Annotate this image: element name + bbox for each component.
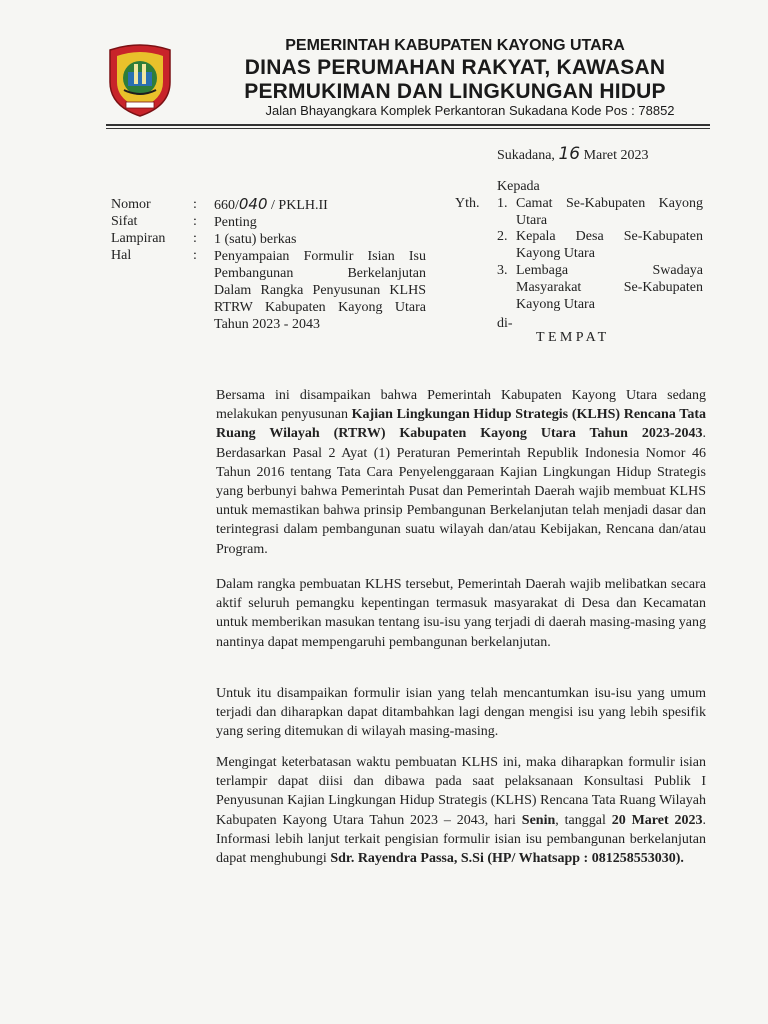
kepada-label: Kepada (497, 179, 540, 194)
tempat-label: TEMPAT (536, 330, 610, 345)
meta-values (214, 196, 426, 333)
letter-date: Sukadana, 16 Maret 2023 (497, 144, 649, 164)
body-paragraph-4: Mengingat keterbatasan waktu pembuatan KLHS ini, maka diharapkan formulir isian terlampir dapat diisi dan dibawa pada saat pelaksanaan Konsultasi Publik I Penyusunan Kajian Lingkungan Hidup Strategis (KLHS) Rencana Tata Ruang Wilayah Kabupaten Kayong Utara Tahun 2023 – 2043, hari Senin, tanggal 20 Maret 2023. Informasi lebih lanjut terkait pengisian formulir isian isu pembangunan berkelanjutan dapat menghubungi Sdr. Rayendra Passa, S.Si (HP/ Whatsapp : 081258553030). (216, 755, 707, 867)
label-lampiran: Lampiran (111, 231, 166, 246)
value-sifat: Penting (214, 215, 257, 230)
letterhead-agency-line1: DINAS PERUMAHAN RAKYAT, KAWASAN (244, 56, 666, 79)
value-lampiran: 1 (satu) berkas (214, 232, 297, 247)
meta-labels (111, 196, 165, 264)
letterhead-divider-thick (106, 124, 710, 126)
label-sifat: Sifat (111, 214, 138, 229)
regency-coat-of-arms-icon (104, 42, 176, 118)
value-nomor: 660/040 / PKLH.II (214, 195, 328, 213)
label-nomor: Nomor (111, 197, 151, 212)
body-paragraph-3: Untuk itu disampaikan formulir isian yang telah mencantumkan isu-isu yang umum terjadi dan diharapkan dapat ditambahkan lagi dengan mengisi isu yang lebih spesifik yang sering ditemukan di wilayah masing-masing. (216, 686, 706, 740)
letterhead-divider-thin (106, 128, 710, 129)
handwritten-day: 16 (558, 144, 581, 164)
letterhead-address: Jalan Bhayangkara Komplek Perkantoran Sukadana Kode Pos : 78852 (265, 103, 675, 118)
meta-colons: : : : : (193, 197, 197, 263)
letterhead-agency-line2: PERMUKIMAN DAN LINGKUNGAN HIDUP (244, 80, 666, 103)
letterhead-government: PEMERINTAH KABUPATEN KAYONG UTARA (285, 37, 625, 54)
handwritten-number: 040 (238, 195, 268, 213)
label-hal: Hal (111, 248, 132, 263)
yth-label: Yth. (455, 196, 480, 211)
value-hal: Penyampaian Formulir Isian Isu Pembangunan Berkelanjutan Dalam Rangka Penyusunan KLHS RTRW Kabupaten Kayong Utara Tahun 2023 - 2043 (214, 249, 426, 332)
di-label: di- (497, 316, 513, 331)
body-paragraph-1: Bersama ini disampaikan bahwa Pemerintah Kabupaten Kayong Utara sedang melakukan penyusunan Kajian Lingkungan Hidup Strategis (KLHS) Rencana Tata Ruang Wilayah (RTRW) Kabupaten Kayong Utara Tahun 2023-2043. Berdasarkan Pasal 2 Ayat (1) Peraturan Pemerintah Republik Indonesia Nomor 46 Tahun 2016 tentang Tata Cara Penyelenggaraan Kajian Lingkungan Hidup Strategis yang berbunyi bahwa Pemerintah Pusat dan Pemerintah Daerah wajib membuat KLHS untuk memastikan bahwa prinsip Pembangunan Berkelanjutan telah menjadi dasar dan terintegrasi dalam pembangunan suatu wilayah dan/atau Kebijakan, Rencana dan/atau Program. (216, 388, 706, 557)
body-paragraph-2: Dalam rangka pembuatan KLHS tersebut, Pemerintah Daerah wajib melibatkan secara aktif seluruh pemangku kepentingan termasuk masyarakat di Desa dan Kecamatan untuk memberikan masukan tentang isu-isu yang terjadi di daerah masing-masing yang nantinya dapat mempengaruhi pembangunan berkelanjutan. (216, 577, 706, 650)
